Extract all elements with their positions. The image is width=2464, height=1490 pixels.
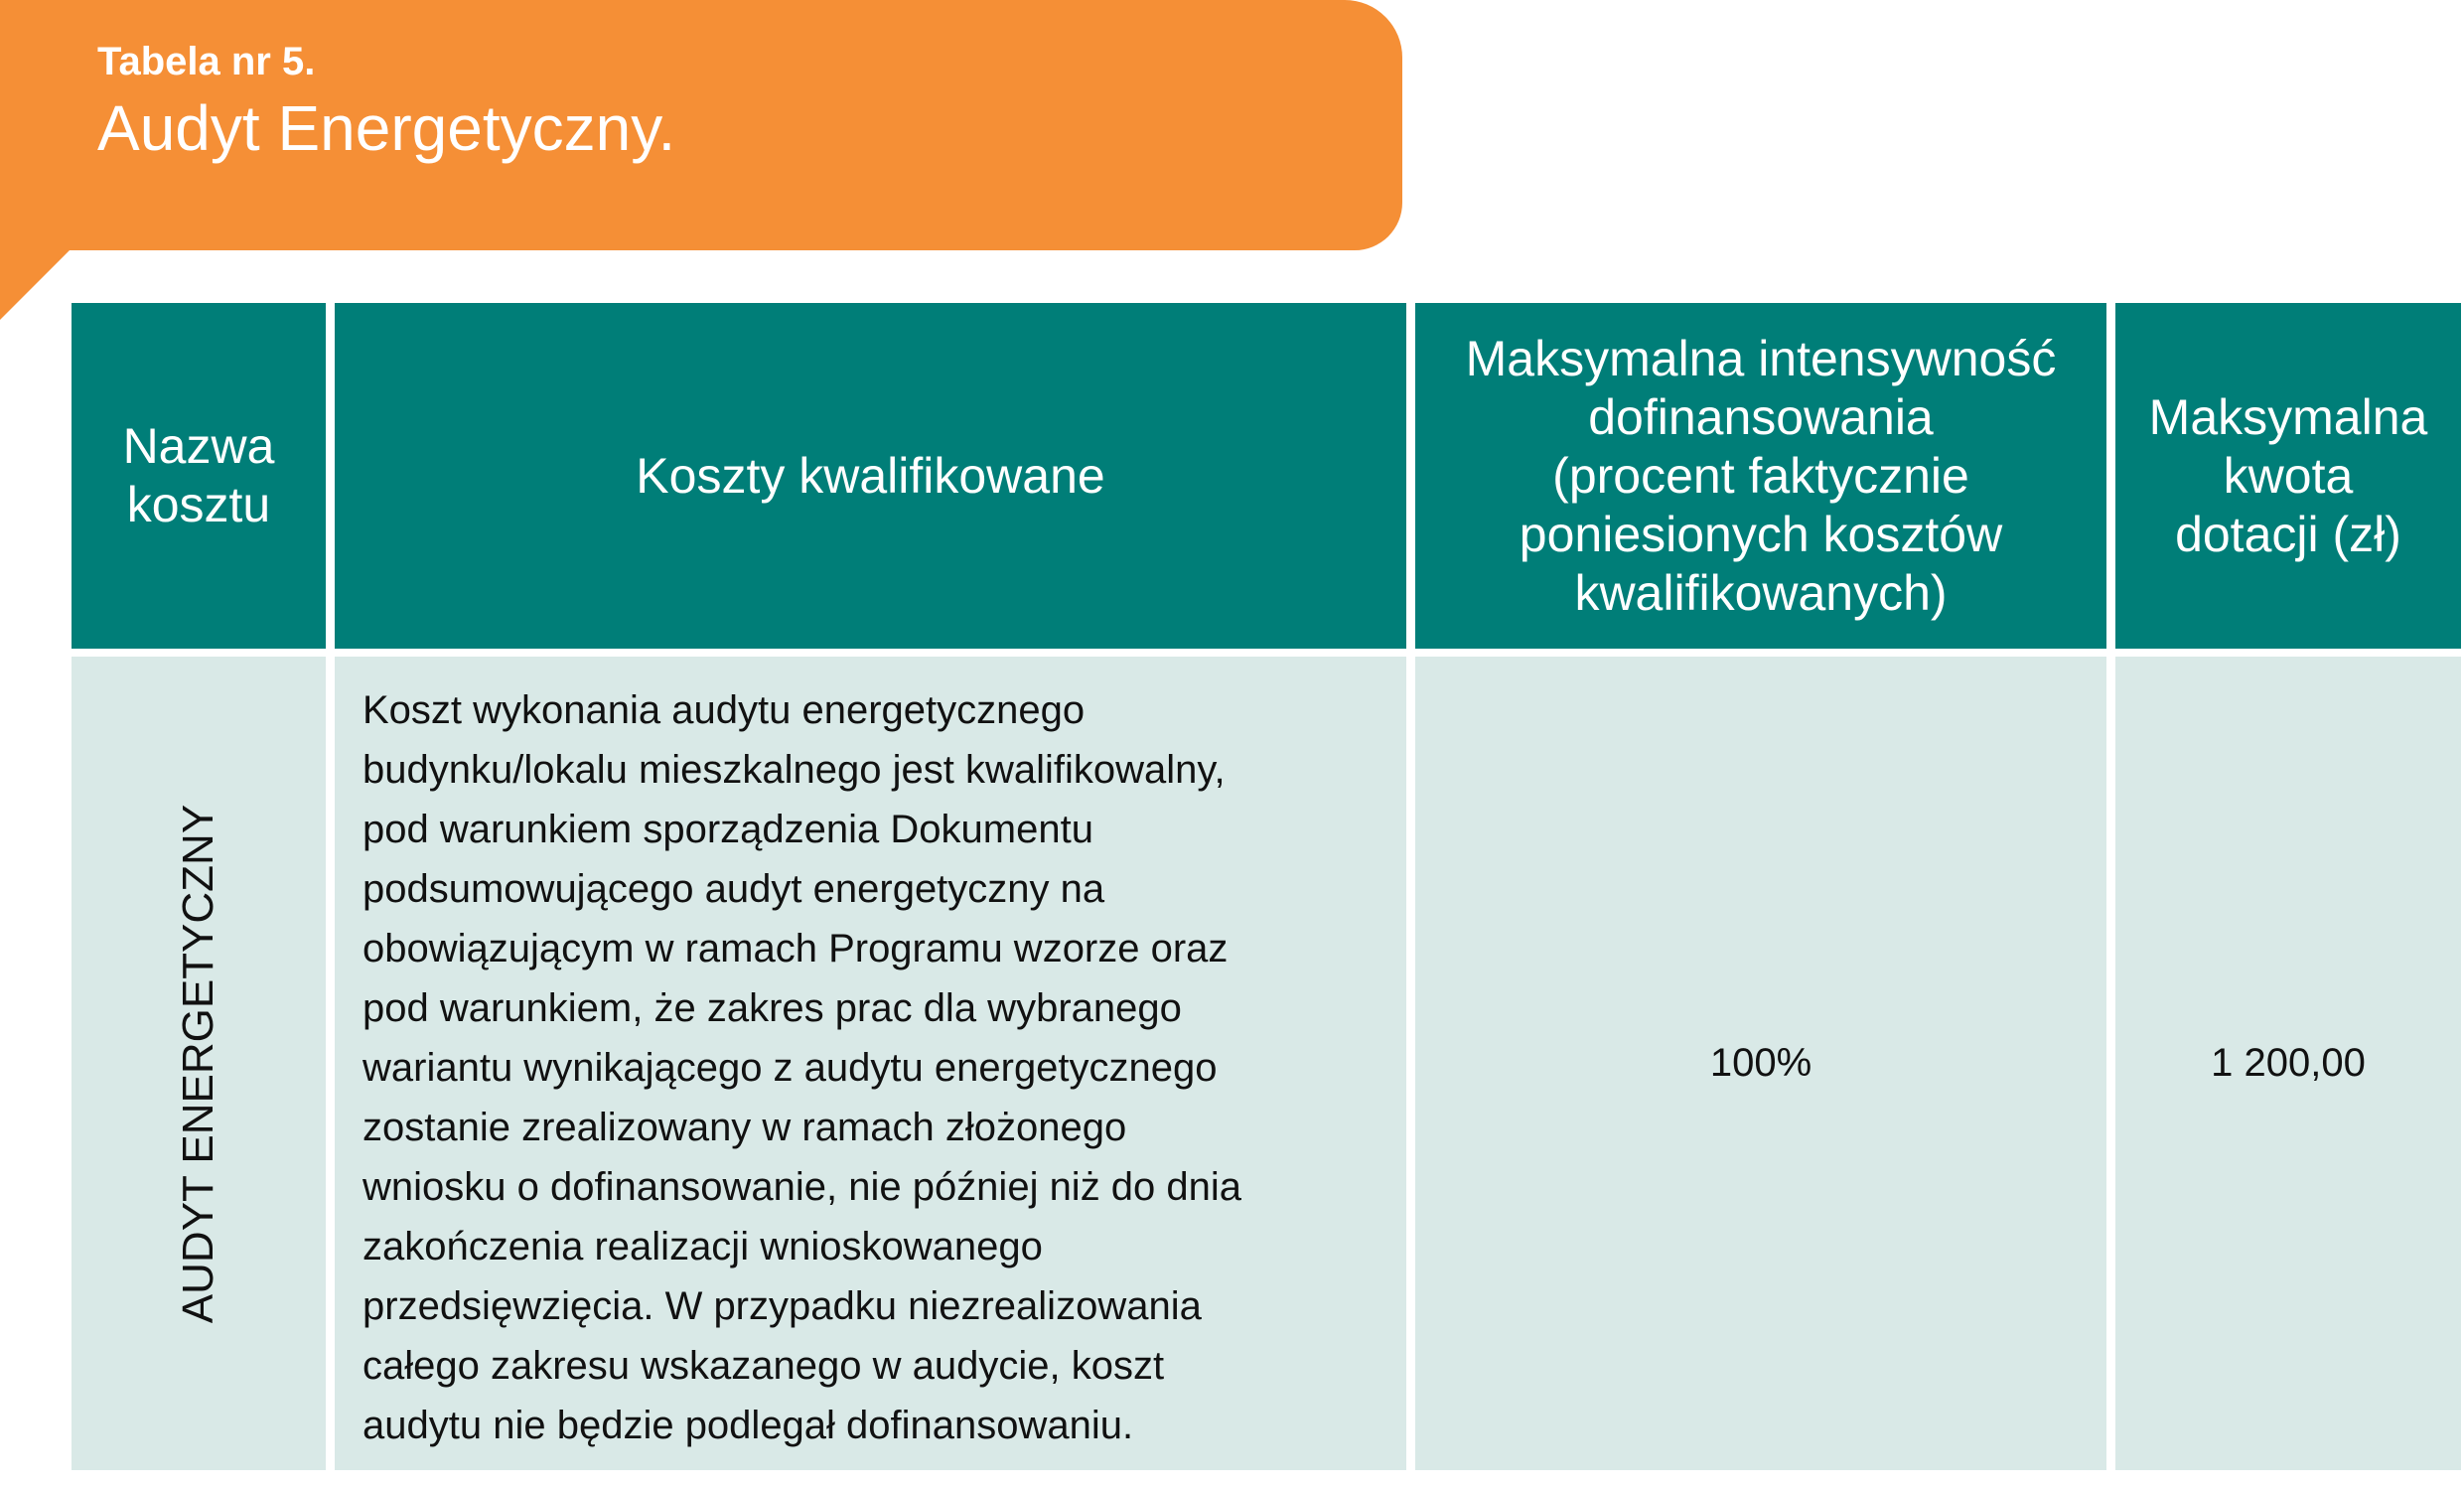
row-description: Koszt wykonania audytu energetycznego budynku/lokalu mieszkalnego jest kwalifikowalny, pod warunkiem sporządzenia Dokumentu podsumowującego audyt energetyczny na obowiązującym w ramach Programu wzorze oraz pod warunkiem, że zakres prac dla wybranego wariantu wynikającego z audytu energetycznego zostanie zrealizowany w ramach złożonego wniosku o dofinansowanie, nie później niż do dnia zakończenia realizacji wnioskowanego przedsięwzięcia. W przypadku niezrealizowania całego zakresu wskazanego w audycie, koszt audytu nie będzie podlegał dofinansowaniu.	[335, 657, 1406, 1470]
intensity-value: 100%	[1709, 1041, 1812, 1085]
header-max-amount: Maksymalna kwota dotacji (zł)	[2115, 303, 2461, 649]
row-max-amount	[2115, 657, 2461, 1470]
row-intensity	[1415, 657, 2106, 1470]
header-cost-name: Nazwa kosztu	[72, 303, 326, 649]
table-number: Tabela nr 5.	[97, 40, 316, 83]
max-amount-value: 1 200,00	[2211, 1041, 2366, 1085]
row-cost-name	[72, 657, 326, 1470]
header-max-intensity: Maksymalna intensywność dofinansowania (procent faktycznie poniesionych kosztów kwalifikowanych)	[1415, 303, 2106, 649]
cost-name-text: AUDYT ENERGETYCZNY	[174, 804, 222, 1323]
banner-tail	[0, 248, 72, 320]
cost-table	[72, 303, 2461, 1470]
table-title: Audyt Energetyczny.	[97, 92, 676, 164]
header-qualified-costs: Koszty kwalifikowane	[335, 303, 1406, 649]
